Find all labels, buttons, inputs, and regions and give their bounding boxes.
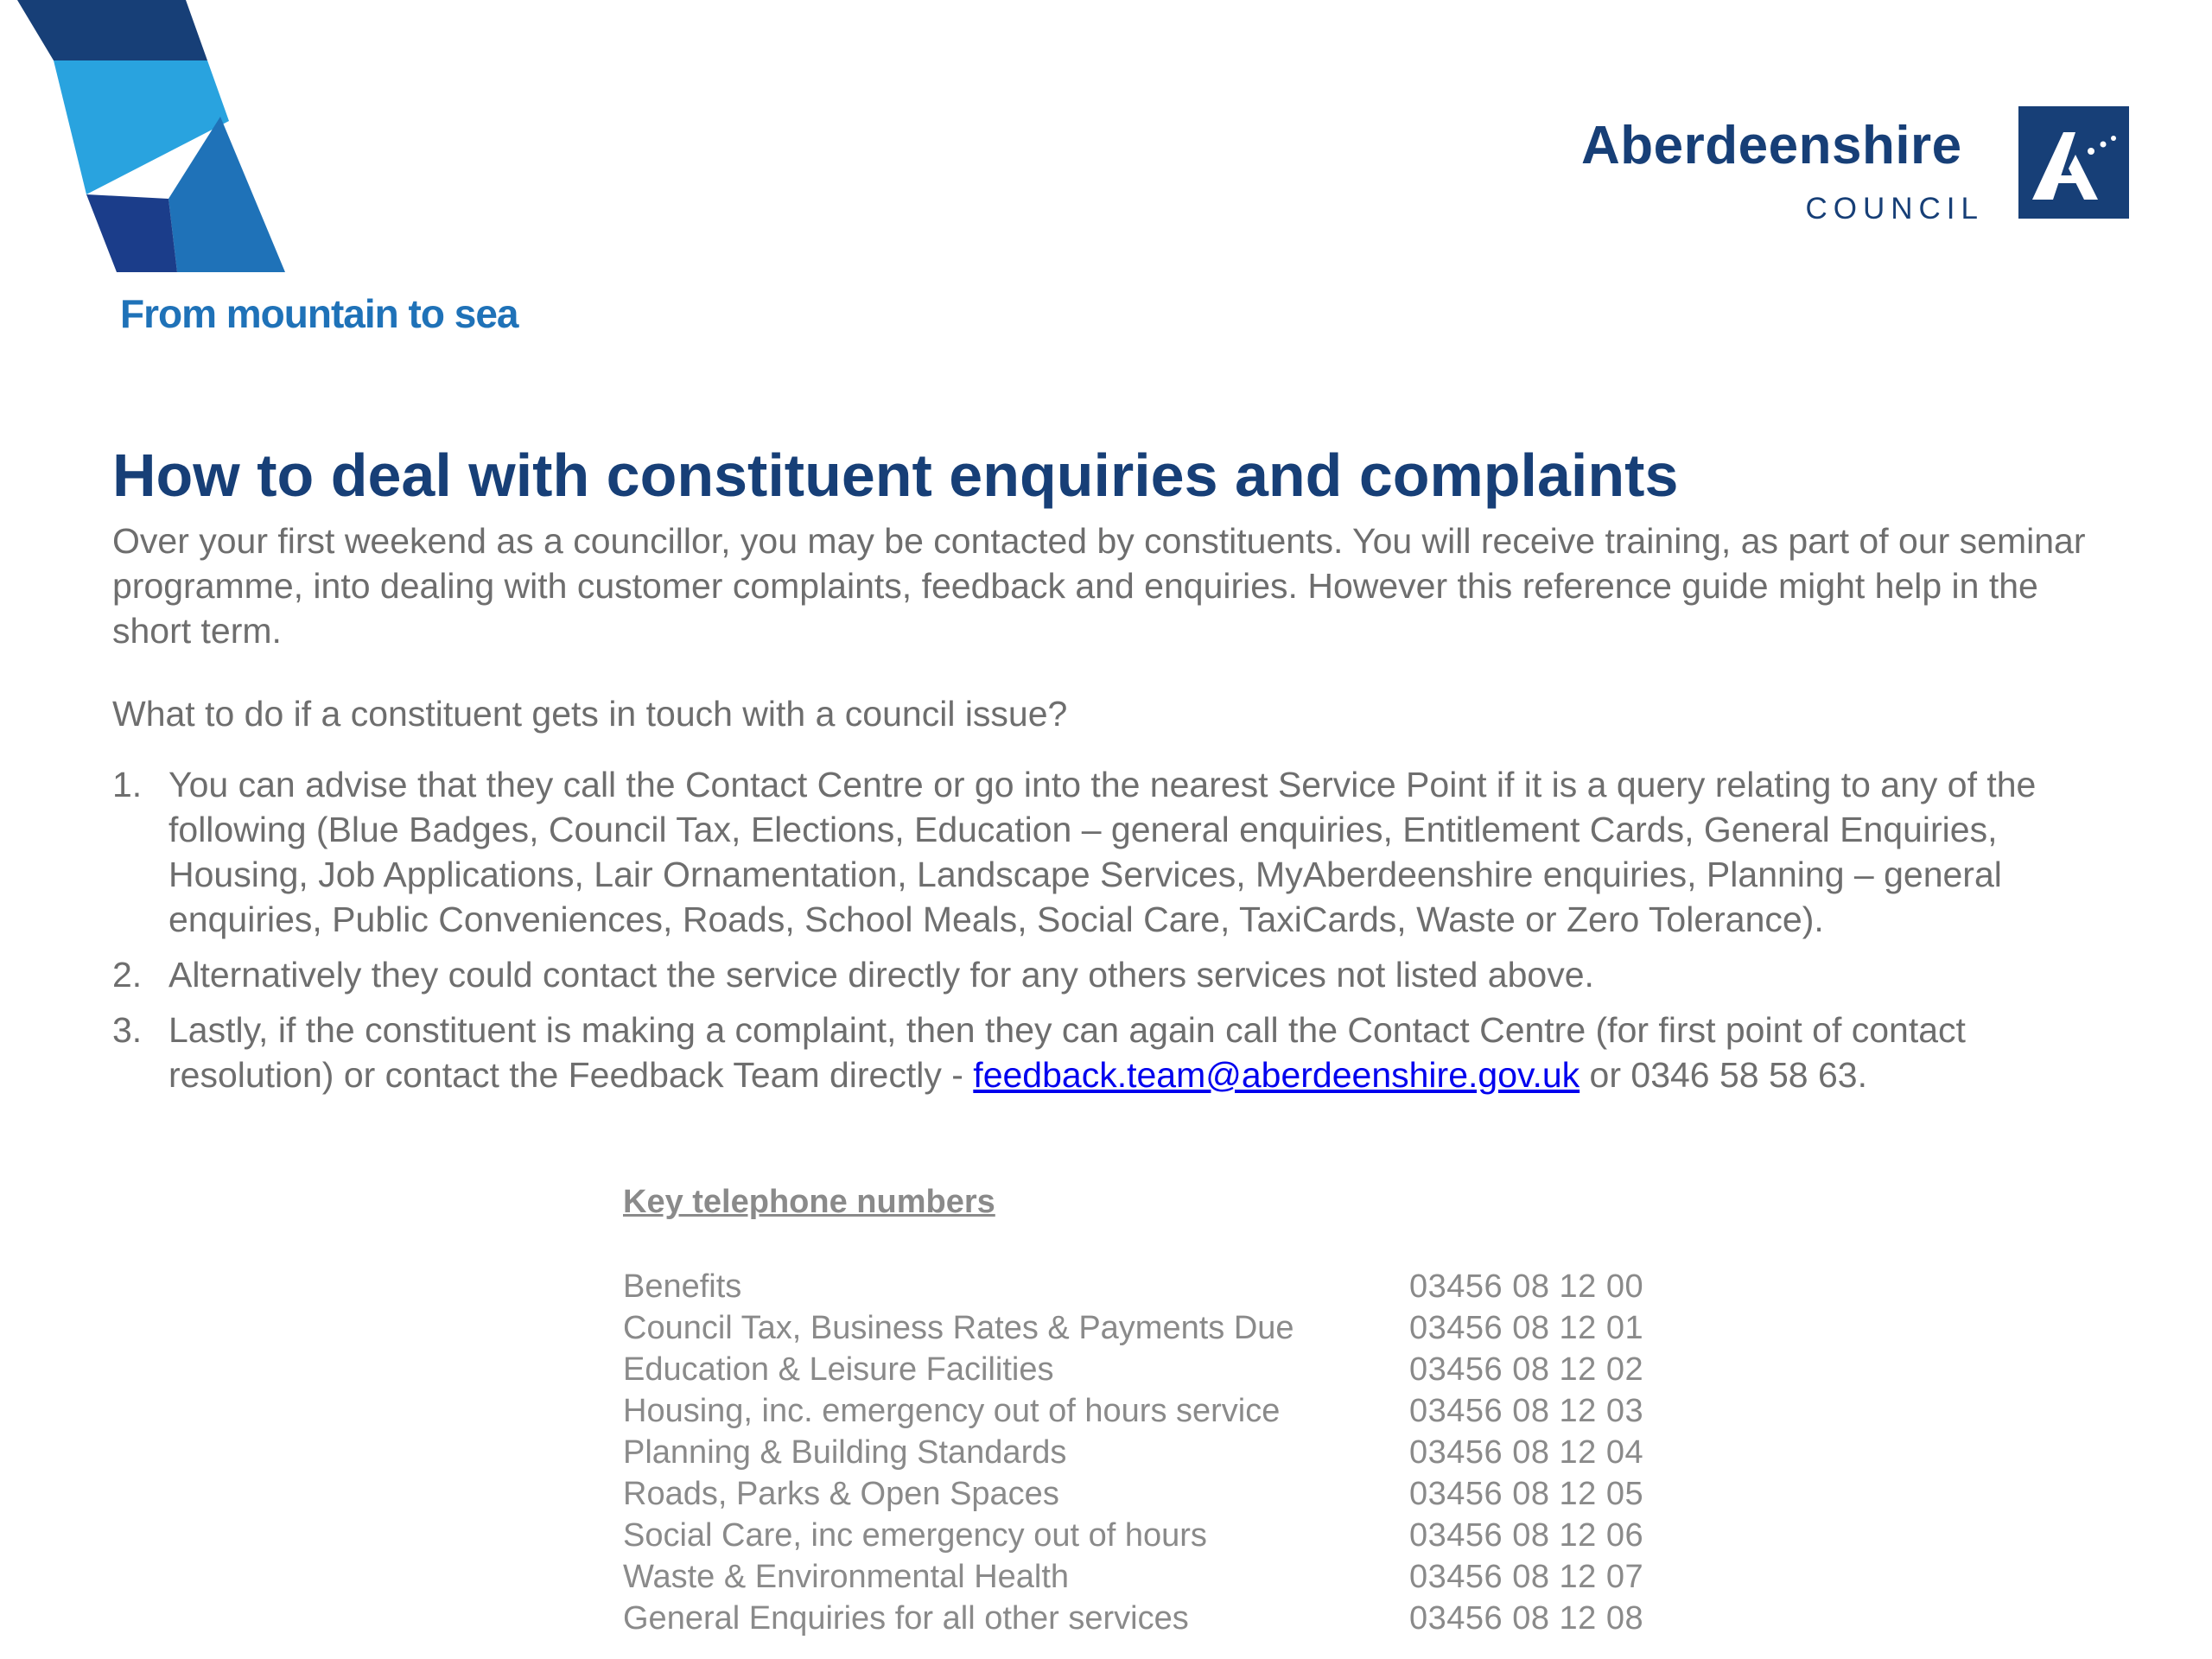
service-name: Education & Leisure Facilities [623,1351,1054,1388]
table-row [623,1307,1643,1349]
service-name: Roads, Parks & Open Spaces [623,1476,1059,1512]
phone-number: 03456 08 12 02 [1409,1351,1644,1388]
step-number: 3. [112,1010,143,1050]
page-title: How to deal with constituent enquiries and complaints [112,442,1679,509]
phone-number: 03456 08 12 06 [1409,1517,1644,1554]
step-number: 2. [112,955,143,995]
steps-list [112,762,2100,1108]
phone-numbers-table [623,1266,1643,1639]
intro-paragraph: Over your first weekend as a councillor, you may be contacted by constituents. You will receive training, as part of our seminar programme, into dealing with customer complaints, feedback and enquiries. However this reference guide might help in the short term. [112,521,2086,651]
tagline: From mountain to sea [120,291,518,336]
service-name: Council Tax, Business Rates & Payments Due [623,1310,1294,1346]
service-name: Housing, inc. emergency out of hours service [623,1393,1281,1429]
phone-numbers-heading: Key telephone numbers [623,1184,995,1220]
table-row [623,1390,1643,1432]
service-name: Social Care, inc emergency out of hours [623,1517,1207,1554]
table-row [623,1473,1643,1515]
step-text: You can advise that they call the Contact Centre or go into the nearest Service Point if it is a query relating to any of the following (Blue Badges, Council Tax, Elections, Education – general enquiries, Entitlement Cards, General Enquiries, Housing, Job Applications, Lair Ornamentation, Landscape Services, MyAberdeenshire enquiries, Planning – general enquiries, Public Conveniences, Roads, School Meals, Social Care, TaxiCards, Waste or Zero Tolerance). [168,765,2037,939]
corner-graphic [0,0,294,276]
step-number: 1. [112,765,143,804]
step-text: Alternatively they could contact the service directly for any others services not listed above. [168,955,1594,995]
logo-name: Aberdeenshire [1581,116,1962,175]
service-name: Waste & Environmental Health [623,1559,1070,1595]
step-item [112,1007,2100,1097]
council-logo-icon [2018,106,2129,219]
table-row [623,1598,1643,1639]
phone-number: 03456 08 12 03 [1409,1393,1644,1429]
table-row [623,1266,1643,1307]
phone-number: 03456 08 12 07 [1409,1559,1644,1595]
phone-number: 03456 08 12 05 [1409,1476,1644,1512]
service-name: Benefits [623,1268,742,1305]
table-row [623,1432,1643,1473]
step-item [112,952,2100,997]
table-row [623,1556,1643,1598]
feedback-email-link[interactable]: feedback.team@aberdeenshire.gov.uk [973,1055,1580,1095]
step-text-after: or 0346 58 58 63. [1580,1055,1867,1095]
phone-number: 03456 08 12 04 [1409,1434,1644,1471]
logo-subtitle: COUNCIL [1805,192,1984,226]
service-name: General Enquiries for all other services [623,1600,1189,1637]
question-heading: What to do if a constituent gets in touch with a council issue? [112,694,1068,734]
phone-number: 03456 08 12 08 [1409,1600,1644,1637]
service-name: Planning & Building Standards [623,1434,1067,1471]
table-row [623,1349,1643,1390]
step-text: Lastly, if the constituent is making a complaint, then they can again call the Contact Centre (for first point of contact resolution) or contact the Feedback Team directly - [168,1010,1966,1095]
phone-number: 03456 08 12 00 [1409,1268,1644,1305]
step-item [112,762,2100,942]
phone-number: 03456 08 12 01 [1409,1310,1644,1346]
table-row [623,1515,1643,1556]
